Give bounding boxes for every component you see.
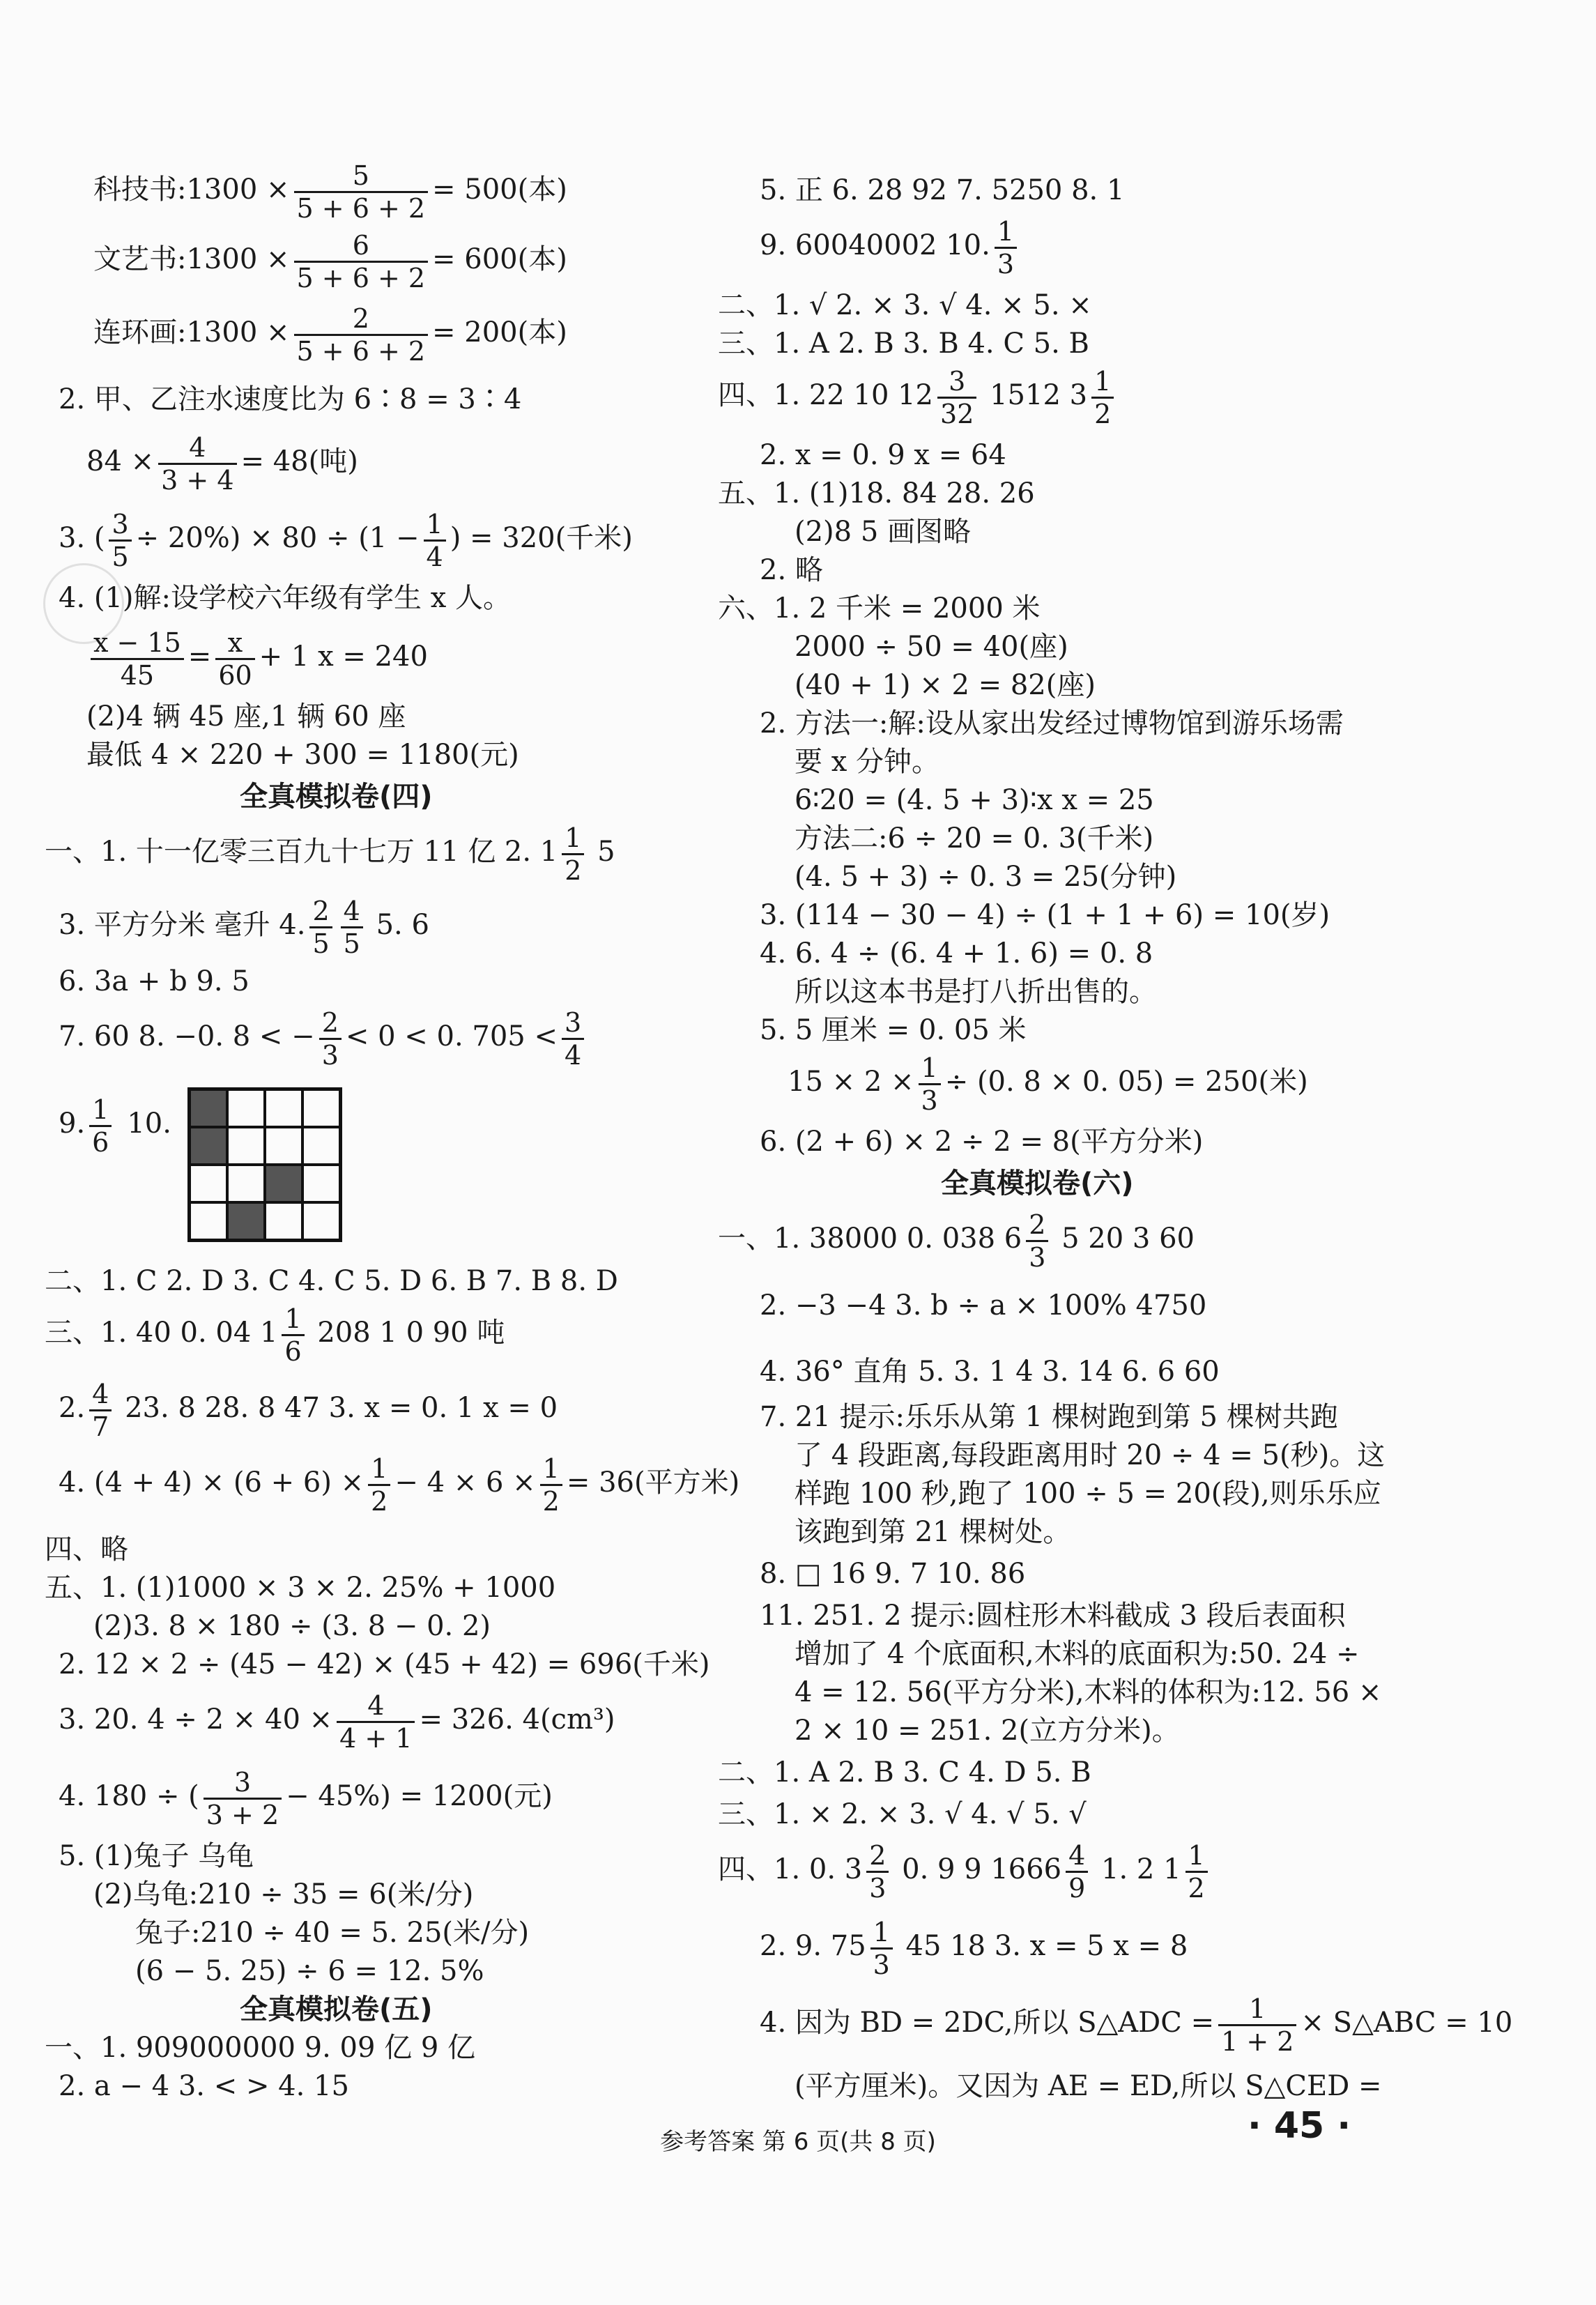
- answer-line: 2. 9. 75 $\frac{1}{3}$ 45 18 3. x = 5 x = 8: [760, 1916, 1188, 1980]
- answer-line: 一、1. 38000 0. 038 6 $\frac{2}{3}$ 5 20 3 60: [718, 1209, 1195, 1273]
- answer-line: 二、1. A 2. B 3. C 4. D 5. B: [718, 1756, 1091, 1789]
- answer-line: 方法二:6 ÷ 20 = 0. 3(千米): [795, 822, 1154, 855]
- answer-line: 六、1. 2 千米 = 2000 米: [718, 592, 1041, 625]
- answer-line: 5. (1)兔子 乌龟: [59, 1840, 254, 1872]
- answer-line: 三、1. × 2. × 3. √ 4. √ 5. √: [718, 1798, 1087, 1830]
- answer-line: 一、1. 909000000 9. 09 亿 9 亿: [45, 2032, 476, 2064]
- answer-line: 三、1. 40 0. 04 1 $\frac{1}{6}$ 208 1 0 90 吨: [45, 1303, 505, 1367]
- answer-line: 4. (1)解:设学校六年级有学生 x 人。: [59, 582, 512, 614]
- answer-line: 2. 方法一:解:设从家出发经过博物馆到游乐场需: [760, 707, 1344, 740]
- answer-line: 7. 21 提示:乐乐从第 1 棵树跑到第 5 棵树共跑: [760, 1401, 1338, 1433]
- answer-line: 增加了 4 个底面积,木料的底面积为:50. 24 ÷: [795, 1638, 1360, 1670]
- answer-line: (40 + 1) × 2 = 82(座): [795, 669, 1096, 701]
- answer-line: 6. (2 + 6) × 2 ÷ 2 = 8(平方分米): [760, 1126, 1204, 1158]
- answer-line: 要 x 分钟。: [795, 746, 939, 778]
- answer-line: 二、1. C 2. D 3. C 4. C 5. D 6. B 7. B 8. D: [45, 1265, 618, 1297]
- answer-line: 五、1. (1)1000 × 3 × 2. 25% + 1000: [45, 1572, 556, 1604]
- answer-line: 4. 36° 直角 5. 3. 1 4̇ 3. 14 6. 6 60: [760, 1356, 1220, 1388]
- answer-line: 兔子:210 ÷ 40 = 5. 25(米/分): [135, 1917, 530, 1949]
- answer-line: 四、1. 22 10 12 $\frac{3}{32}$ 1512 3 $\frac{1}{2}$: [718, 359, 1118, 431]
- answer-line: 5. 正 6. 28 92 7. 5250 8. 1: [760, 174, 1125, 206]
- answer-line: 6. 3a + b 9. 5: [59, 965, 250, 997]
- answer-line: 15 × 2 × $\frac{1}{3}$ ÷ (0. 8 × 0. 05) = 250(米): [788, 1052, 1308, 1116]
- answer-line: 三、1. A 2. B 3. B 4. C 5. B: [718, 328, 1089, 360]
- answer-line: 7. 60 8. −0. 8 < − $\frac{2}{3}$ < 0 < 0. 705 < $\frac{3}{4}$: [59, 1000, 588, 1073]
- page-number: · 45 ·: [1248, 2105, 1351, 2147]
- answer-line: 2. −3 −4 3. b ÷ a × 100% 4750: [760, 1289, 1207, 1322]
- section-heading: 全真模拟卷(六): [941, 1167, 1134, 1200]
- section-heading: 全真模拟卷(四): [240, 781, 433, 813]
- answer-line: (6 − 5. 25) ÷ 6 = 12. 5%: [135, 1955, 484, 1987]
- answer-line: 文艺书:1300 × $\frac{6}{5 + 6 + 2}$ = 600(本): [93, 229, 567, 293]
- answer-line: $\frac{x - 15}{45}$ = $\frac{x}{60}$ + 1 x = 240: [86, 620, 428, 693]
- answer-line: 8. □ 16 9. 7 10. 86: [760, 1558, 1026, 1590]
- answer-line: 2. $\frac{4}{7}$ 23. 8 28. 8 47 3. x = 0. 1 x = 0: [59, 1378, 558, 1442]
- answer-line: 3. ( $\frac{3}{5}$ ÷ 20%) × 80 ÷ (1 − $\frac{1}{4}$ ) = 320(千米): [59, 508, 633, 572]
- answer-line: 4. 180 ÷ ( $\frac{3}{3 + 2}$ − 45%) = 1200(元): [59, 1766, 553, 1830]
- answer-line: 4. (4 + 4) × (6 + 6) × $\frac{1}{2}$ − 4 × 6 × $\frac{1}{2}$ = 36(平方米): [59, 1453, 740, 1517]
- answer-line: 4. 因为 BD = 2DC,所以 S△ADC = $\frac{1}{1 + 2}$ × S△ABC = 10: [760, 1993, 1513, 2057]
- answer-line: 二、1. √ 2. × 3. √ 4. × 5. ×: [718, 289, 1092, 321]
- answer-line: 一、1. 十一亿零三百九十七万 11 亿 2. 1 $\frac{1}{2}$ 5: [45, 822, 615, 886]
- answer-line: 四、1. 0. 3 $\frac{2}{3}$ 0. 9 9 1666 $\frac{4}{9}$ 1. 2 1 $\frac{1}{2}$: [718, 1833, 1212, 1906]
- answer-line: 四、略: [45, 1533, 128, 1565]
- answer-line: 9. 60040002 10. $\frac{1}{3}$: [760, 209, 1021, 282]
- answer-line: 4 = 12. 56(平方分米),木料的体积为:12. 56 ×: [795, 1676, 1382, 1708]
- answer-line: (平方厘米)。又因为 AE = ED,所以 S△CED =: [795, 2070, 1382, 2102]
- answer-line: 该跑到第 21 棵树处。: [795, 1516, 1071, 1548]
- shaded-grid-figure: [187, 1087, 342, 1242]
- answer-line: (2)乌龟:210 ÷ 35 = 6(米/分): [93, 1878, 474, 1910]
- answer-line: (4. 5 + 3) ÷ 0. 3 = 25(分钟): [795, 861, 1177, 893]
- answer-line: (2)8 5 画图略: [795, 516, 971, 548]
- answer-line: 五、1. (1)18. 84 28. 26: [718, 477, 1035, 510]
- answer-line: 4. 6. 4 ÷ (6. 4 + 1. 6) = 0. 8: [760, 937, 1153, 970]
- fraction: $\frac{5}{5 + 6 + 2}$: [294, 160, 429, 224]
- answer-line: (2)4 辆 45 座,1 辆 60 座: [86, 700, 406, 733]
- answer-line: 科技书:1300 × $\frac{5}{5 + 6 + 2}$ = 500(本): [93, 160, 567, 224]
- answer-line: (2)3. 8 × 180 ÷ (3. 8 − 0. 2): [93, 1610, 491, 1642]
- answer-line: 了 4 段距离,每段距离用时 20 ÷ 4 = 5(秒)。这: [795, 1439, 1386, 1471]
- answer-line: 连环画:1300 × $\frac{2}{5 + 6 + 2}$ = 200(本): [93, 303, 567, 367]
- answer-line: 3. (114 − 30 − 4) ÷ (1 + 1 + 6) = 10(岁): [760, 899, 1330, 931]
- answer-line: 84 × $\frac{4}{3 + 4}$ = 48(吨): [86, 431, 358, 496]
- answer-line: 2. a − 4 3. < > 4. 15: [59, 2070, 349, 2102]
- answer-line: 2. x = 0. 9 x = 64: [760, 439, 1006, 471]
- answer-line: 3. 20. 4 ÷ 2 × 40 × $\frac{4}{4 + 1}$ = 326. 4(cm³): [59, 1690, 615, 1754]
- answer-line: 2. 12 × 2 ÷ (45 − 42) × (45 + 42) = 696(千米): [59, 1648, 710, 1680]
- answer-line: 最低 4 × 220 + 300 = 1180(元): [86, 739, 519, 771]
- answer-line: 2. 略: [760, 554, 823, 586]
- answer-line: 2000 ÷ 50 = 40(座): [795, 631, 1068, 663]
- answer-line: 11. 251. 2 提示:圆柱形木料截成 3 段后表面积: [760, 1600, 1346, 1632]
- answer-line: 6∶20 = (4. 5 + 3)∶x x = 25: [795, 784, 1154, 816]
- answer-line: 样跑 100 秒,跑了 100 ÷ 5 = 20(段),则乐乐应: [795, 1478, 1381, 1510]
- answer-line: 9. $\frac{1}{6}$ 10.: [59, 1087, 342, 1242]
- section-heading: 全真模拟卷(五): [240, 1993, 433, 2026]
- answer-line: 2. 甲、乙注水速度比为 6∶8 = 3∶4: [59, 383, 522, 415]
- answer-line: 5. 5 厘米 = 0. 05 米: [760, 1014, 1027, 1046]
- page-footer: 参考答案 第 6 页(共 8 页): [660, 2128, 936, 2156]
- answer-line: 所以这本书是打八折出售的。: [795, 976, 1157, 1008]
- answer-line: 3. 平方分米 毫升 4. $\frac{2}{5}$ $\frac{4}{5}$ 5. 6: [59, 895, 429, 959]
- answer-line: 2 × 10 = 251. 2(立方分米)。: [795, 1715, 1180, 1747]
